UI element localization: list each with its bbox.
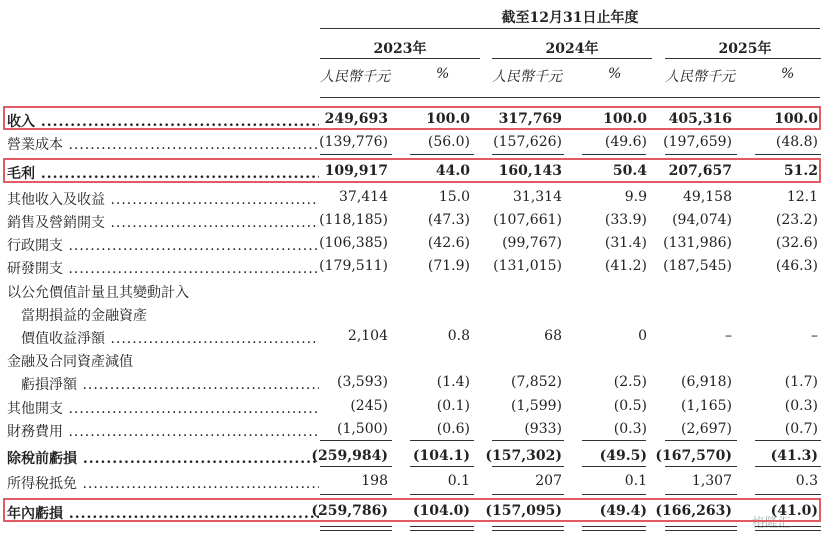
subtotal-rule xyxy=(410,440,474,441)
percent-cell: – xyxy=(811,328,818,344)
subtotal-rule xyxy=(755,494,821,495)
amount-cell: 2,104 xyxy=(347,328,388,344)
row-label-text: 金融及合同資產減值 xyxy=(7,354,133,370)
row-label-text: 銷售及營銷開支 xyxy=(7,215,105,231)
subtotal-rule xyxy=(582,526,646,531)
subtotal-rule xyxy=(665,440,737,441)
highlight-box xyxy=(3,158,821,183)
amount-cell: (1,500) xyxy=(336,421,388,437)
amount-cell: 31,314 xyxy=(513,189,562,205)
subtotal-rule xyxy=(582,466,646,467)
percent-cell: (42.6) xyxy=(427,235,470,251)
amount-cell: 405,316 xyxy=(668,111,732,127)
subtotal-rule xyxy=(665,466,737,467)
subtotal-rule xyxy=(320,466,392,467)
percent-cell: (23.2) xyxy=(775,212,818,228)
pct-label-2025: % xyxy=(781,66,795,82)
row-label-text: 行政開支 xyxy=(7,238,63,254)
amount-cell: (7,852) xyxy=(510,374,562,390)
percent-cell: (46.3) xyxy=(775,258,818,274)
table-row xyxy=(0,395,830,418)
amount-cell: (94,074) xyxy=(672,212,732,228)
amount-cell: (1,599) xyxy=(510,398,562,414)
amount-cell: (139,776) xyxy=(319,134,388,150)
table-row xyxy=(0,232,830,255)
leader-dots xyxy=(63,424,319,440)
leader-dots xyxy=(105,215,319,231)
amount-cell: 68 xyxy=(544,328,562,344)
percent-cell: 51.2 xyxy=(783,163,818,179)
subtotal-rule xyxy=(492,154,564,155)
row-label-text: 研發開支 xyxy=(7,261,63,277)
subtotal-rule xyxy=(755,440,821,441)
amount-cell: 198 xyxy=(361,473,388,489)
row-label xyxy=(7,282,319,302)
subtotal-rule xyxy=(665,526,737,531)
amount-cell: (2,697) xyxy=(680,421,732,437)
amount-cell: (197,659) xyxy=(663,134,732,150)
highlight-box xyxy=(3,498,821,522)
percent-cell: 50.4 xyxy=(612,163,647,179)
year-2025-header: 2025年 xyxy=(718,41,772,57)
subtotal-rule xyxy=(665,154,737,155)
percent-cell: 9.9 xyxy=(624,189,647,205)
subtotal-rule xyxy=(320,154,392,155)
row-label xyxy=(7,448,319,468)
amount-cell: 1,307 xyxy=(691,473,732,489)
percent-cell: (0.1) xyxy=(436,398,470,414)
amount-cell: 249,693 xyxy=(324,111,388,127)
table-row xyxy=(0,255,830,278)
percent-cell: (49.4) xyxy=(599,503,647,519)
percent-cell: (2.5) xyxy=(613,374,647,390)
percent-cell: (0.7) xyxy=(784,421,818,437)
amount-cell: (107,661) xyxy=(493,212,562,228)
percent-cell: (1.7) xyxy=(784,374,818,390)
leader-dots xyxy=(105,192,319,208)
amount-cell: (3,593) xyxy=(336,374,388,390)
percent-cell: (49.6) xyxy=(604,134,647,150)
amount-cell: (167,570) xyxy=(655,448,732,464)
percent-cell: 15.0 xyxy=(438,189,470,205)
leader-dots xyxy=(63,238,319,254)
percent-cell: (0.3) xyxy=(784,398,818,414)
pct-label-2023: % xyxy=(436,66,450,82)
subtotal-rule xyxy=(492,494,564,495)
period-underline xyxy=(320,28,820,29)
percent-cell: (104.1) xyxy=(412,448,470,464)
leader-dots xyxy=(63,261,319,277)
subtotal-rule xyxy=(492,466,564,467)
subtotal-rule xyxy=(582,154,646,155)
amount-cell: (118,185) xyxy=(319,212,388,228)
row-label-text: 年內虧損 xyxy=(7,506,63,522)
amount-cell: (106,385) xyxy=(319,235,388,251)
row-label-text: 所得稅抵免 xyxy=(7,476,77,492)
pct-label-2024: % xyxy=(608,66,622,82)
subtotal-rule xyxy=(582,494,646,495)
percent-cell: (104.0) xyxy=(412,503,470,519)
row-label-text: 毛利 xyxy=(7,166,35,182)
amount-cell: (99,767) xyxy=(502,235,562,251)
leader-dots xyxy=(77,476,319,492)
amount-cell: (179,511) xyxy=(319,258,388,274)
leader-dots xyxy=(63,137,319,153)
percent-cell: (48.8) xyxy=(775,134,818,150)
amount-cell: (245) xyxy=(350,398,388,414)
percent-cell: (0.5) xyxy=(613,398,647,414)
unit-label-2024: 人民幣千元 xyxy=(492,69,562,85)
table-row xyxy=(0,131,830,154)
amount-cell: (157,095) xyxy=(485,503,562,519)
highlight-box xyxy=(3,106,821,130)
subtotal-rule xyxy=(320,526,392,531)
percent-cell: (1.4) xyxy=(436,374,470,390)
subtotal-rule xyxy=(582,440,646,441)
leader-dots xyxy=(105,331,319,347)
subtotal-rule xyxy=(410,154,474,155)
unit-label-2025: 人民幣千元 xyxy=(665,69,735,85)
row-label-text: 收入 xyxy=(7,114,35,130)
unit-label-2023: 人民幣千元 xyxy=(320,69,390,85)
row-label xyxy=(7,258,319,278)
row-label xyxy=(7,235,319,255)
table-row xyxy=(0,186,830,209)
table-row xyxy=(0,279,830,302)
amount-cell: (157,302) xyxy=(485,448,562,464)
amount-cell: (166,263) xyxy=(655,503,732,519)
amount-cell: (259,984) xyxy=(311,448,388,464)
row-label-text: 除稅前虧損 xyxy=(7,451,77,467)
amount-cell: – xyxy=(725,328,732,344)
percent-cell: (47.3) xyxy=(427,212,470,228)
row-label-text: 以公允價值計量且其變動計入 xyxy=(7,285,189,301)
amount-cell: 317,769 xyxy=(498,111,562,127)
row-label-text: 財務費用 xyxy=(7,424,63,440)
row-label-text: 營業成本 xyxy=(7,137,63,153)
amount-cell: (1,165) xyxy=(680,398,732,414)
amount-cell: (187,545) xyxy=(663,258,732,274)
amount-cell: (157,626) xyxy=(493,134,562,150)
table-row xyxy=(0,418,830,441)
percent-cell: (41.3) xyxy=(770,448,818,464)
subtotal-rule xyxy=(492,440,564,441)
percent-cell: 44.0 xyxy=(435,163,470,179)
table-row xyxy=(0,348,830,371)
percent-cell: 0.3 xyxy=(795,473,818,489)
subtotal-rule xyxy=(492,526,564,531)
table-row xyxy=(0,209,830,232)
amount-cell: 109,917 xyxy=(324,163,388,179)
row-label xyxy=(7,374,319,394)
amount-cell: 160,143 xyxy=(498,163,562,179)
subtotal-rule xyxy=(320,494,392,495)
percent-cell: 0.1 xyxy=(624,473,647,489)
subtotal-rule xyxy=(755,466,821,467)
percent-cell: 100.0 xyxy=(774,111,818,127)
table-row xyxy=(0,470,830,493)
amount-cell: (259,786) xyxy=(311,503,388,519)
year-2024-underline xyxy=(492,58,652,59)
header-rule xyxy=(320,97,820,98)
amount-cell: (131,015) xyxy=(493,258,562,274)
amount-cell: 49,158 xyxy=(683,189,732,205)
row-label-text: 當期損益的金融資產 xyxy=(7,308,147,324)
table-row xyxy=(0,445,830,468)
percent-cell: (0.3) xyxy=(613,421,647,437)
leader-dots xyxy=(63,401,319,417)
percent-cell: 0.8 xyxy=(447,328,470,344)
percent-cell: (32.6) xyxy=(775,235,818,251)
subtotal-rule xyxy=(755,526,821,531)
subtotal-rule xyxy=(665,494,737,495)
percent-cell: (0.6) xyxy=(436,421,470,437)
row-label-text: 價值收益淨額 xyxy=(7,331,105,347)
percent-cell: 0 xyxy=(638,328,647,344)
row-label xyxy=(7,351,319,371)
percent-cell: 12.1 xyxy=(786,189,818,205)
subtotal-rule xyxy=(410,494,474,495)
period-header: 截至12月31日止年度 xyxy=(501,10,639,26)
row-label xyxy=(7,473,319,493)
percent-cell: (56.0) xyxy=(427,134,470,150)
year-2023-header: 2023年 xyxy=(373,41,427,57)
row-label-text: 其他收入及收益 xyxy=(7,192,105,208)
year-2023-underline xyxy=(320,58,480,59)
row-label-text: 其他開支 xyxy=(7,401,63,417)
amount-cell: 207 xyxy=(535,473,562,489)
percent-cell: (41.0) xyxy=(770,503,818,519)
percent-cell: (71.9) xyxy=(427,258,470,274)
percent-cell: (33.9) xyxy=(604,212,647,228)
table-row xyxy=(0,325,830,348)
amount-cell: (131,986) xyxy=(663,235,732,251)
amount-cell: (6,918) xyxy=(680,374,732,390)
row-label xyxy=(7,305,319,325)
table-row xyxy=(0,302,830,325)
percent-cell: 100.0 xyxy=(603,111,647,127)
row-label xyxy=(7,212,319,232)
amount-cell: 207,657 xyxy=(668,163,732,179)
row-label xyxy=(7,421,319,441)
percent-cell: 0.1 xyxy=(447,473,470,489)
percent-cell: (41.2) xyxy=(604,258,647,274)
subtotal-rule xyxy=(410,466,474,467)
amount-cell: (933) xyxy=(524,421,562,437)
year-2025-underline xyxy=(665,58,821,59)
row-label xyxy=(7,328,319,348)
subtotal-rule xyxy=(410,526,474,531)
leader-dots xyxy=(77,377,319,393)
row-label xyxy=(7,398,319,418)
amount-cell: 37,414 xyxy=(339,189,388,205)
year-2024-header: 2024年 xyxy=(545,41,599,57)
table-row xyxy=(0,371,830,394)
percent-cell: (31.4) xyxy=(604,235,647,251)
leader-dots xyxy=(77,451,319,467)
row-label-text: 虧損淨額 xyxy=(7,377,77,393)
row-label xyxy=(7,189,319,209)
percent-cell: 100.0 xyxy=(426,111,470,127)
row-label xyxy=(7,134,319,154)
watermark-logo: 格隆汇 xyxy=(752,516,792,531)
subtotal-rule xyxy=(755,154,821,155)
subtotal-rule xyxy=(320,440,392,441)
percent-cell: (49.5) xyxy=(599,448,647,464)
